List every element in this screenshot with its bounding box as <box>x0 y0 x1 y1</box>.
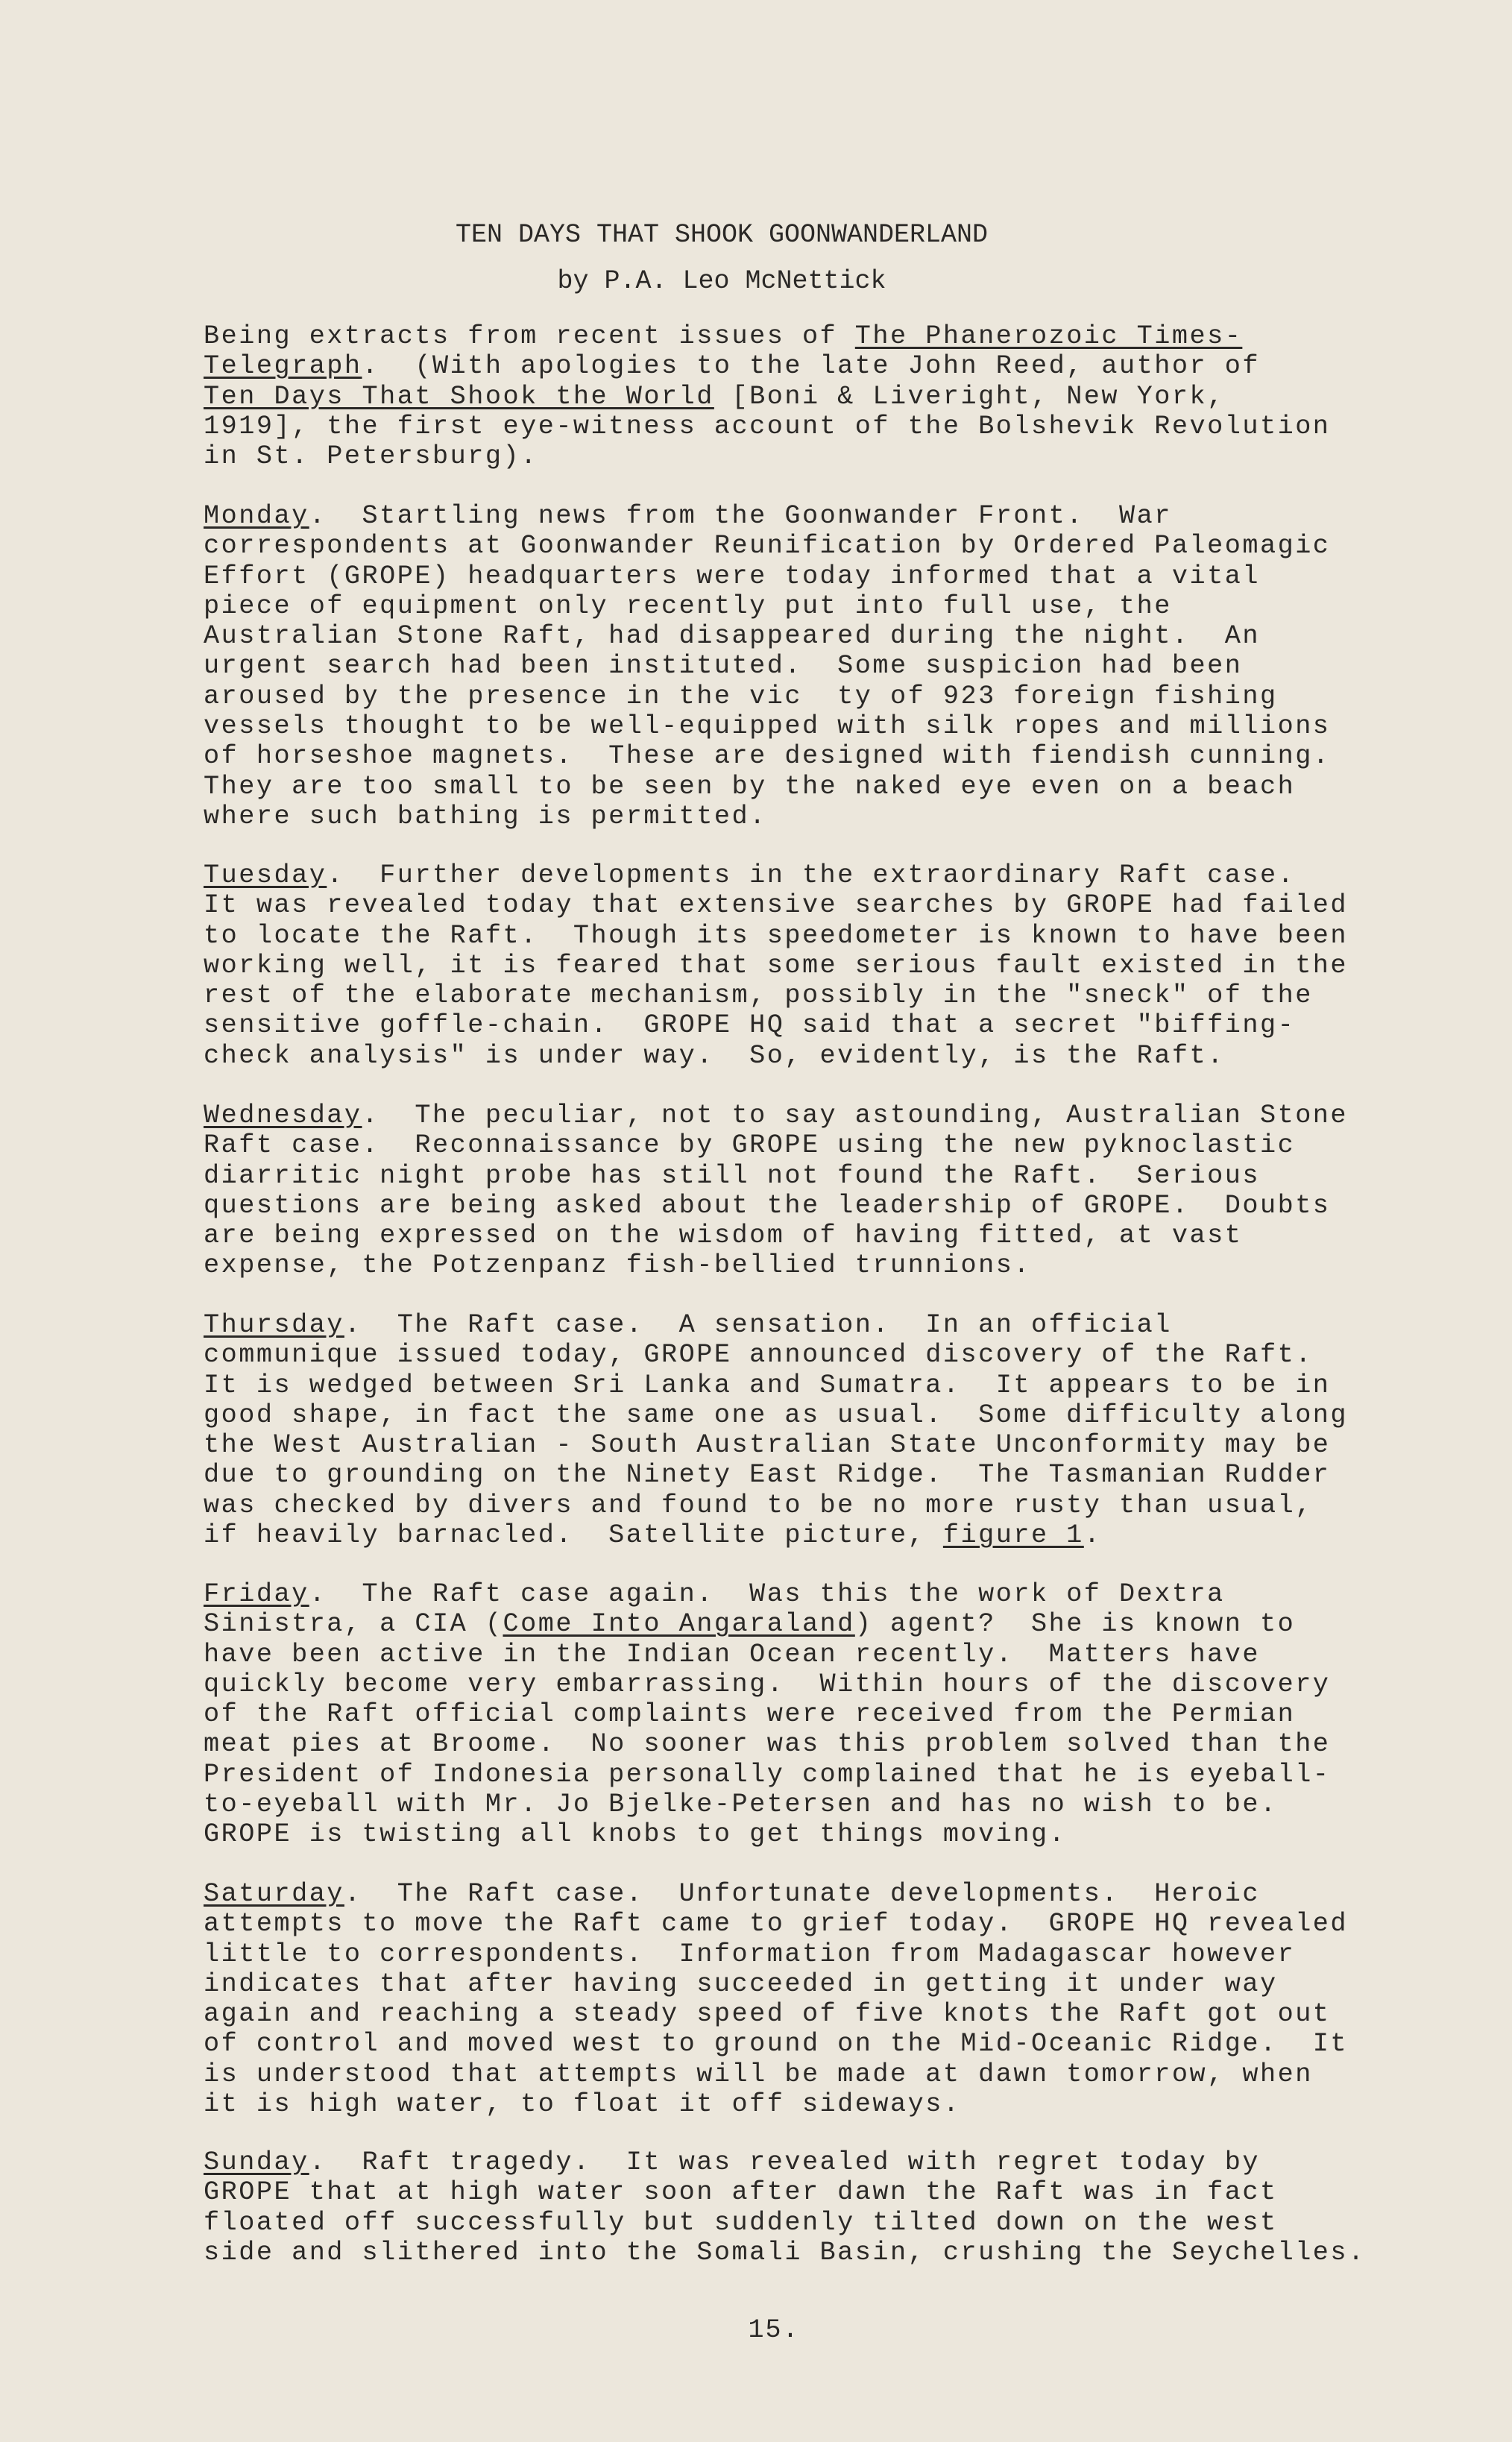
text-line <box>204 382 1471 412</box>
underlined-text: Come Into Angaraland <box>503 1609 855 1640</box>
text-line <box>204 1041 1471 1071</box>
text-line <box>204 1101 1471 1130</box>
text-line <box>204 1400 1471 1430</box>
underlined-text: The Phanerozoic Times- <box>854 321 1243 351</box>
text-line <box>204 2238 1471 2268</box>
text-segment: to locate the Raft. Though its speedometer is known to have been <box>204 920 1349 951</box>
text-segment: was checked by divers and found to be no more rusty than usual, <box>204 1490 1313 1520</box>
text-segment: urgent search had been instituted. Some suspicion had been <box>204 651 1243 682</box>
text-line <box>204 591 1471 621</box>
text-line <box>204 501 1471 531</box>
text-line <box>204 1790 1471 1819</box>
text-line <box>204 890 1471 920</box>
text-segment: of control and moved west to ground on the Mid-Oceanic Ridge. It <box>204 2029 1349 2059</box>
text-segment: Australian Stone Raft, had disappeared during the night. An <box>204 621 1260 652</box>
text-segment: indicates that after having succeeded in getting it under way <box>204 1969 1278 1999</box>
text-line <box>204 412 1471 441</box>
text-segment: communique issued today, GROPE announced discovery of the Raft. <box>204 1340 1313 1371</box>
text-segment: vessels thought to be well-equipped with silk ropes and millions <box>204 711 1331 742</box>
text-segment: Effort (GROPE) headquarters were today informed that a vital <box>204 561 1260 591</box>
entry-thursday <box>204 1310 1471 1550</box>
underlined-text: Ten Days That Shook the World <box>204 381 714 412</box>
text-segment: again and reaching a steady speed of five knots the Raft got out <box>204 1999 1331 2030</box>
text-line <box>204 1191 1471 1221</box>
text-line <box>204 682 1471 711</box>
text-segment: It is wedged between Sri Lanka and Sumatra. It appears to be in <box>204 1370 1331 1400</box>
text-line <box>204 321 1471 351</box>
text-segment: correspondents at Goonwander Reunification by Ordered Paleomagic <box>204 531 1331 561</box>
text-line <box>204 860 1471 890</box>
text-line <box>204 621 1471 651</box>
text-line <box>204 561 1471 591</box>
text-segment: . The Raft case again. Was this the work of Dextra <box>309 1579 1225 1609</box>
text-segment: where such bathing is permitted. <box>204 801 767 831</box>
text-line <box>204 1640 1471 1670</box>
text-segment: . The peculiar, not to say astounding, Australian Stone <box>362 1101 1349 1130</box>
text-segment: It was revealed today that extensive searches by GROPE had failed <box>204 890 1349 921</box>
text-segment: . Further developments in the extraordinary Raft case. <box>327 860 1296 890</box>
text-line <box>204 1909 1471 1939</box>
text-line <box>204 1430 1471 1460</box>
text-segment: side and slithered into the Somali Basin, crushing the Seychelles. <box>204 2237 1366 2268</box>
text-segment: due to grounding on the Ninety East Ridge. The Tasmanian Rudder <box>204 1460 1331 1491</box>
text-segment: it is high water, to float it off sideways. <box>204 2089 961 2120</box>
text-segment: 1919], the first eye-witness account of the Bolshevik Revolution <box>204 411 1331 441</box>
text-line <box>204 921 1471 951</box>
text-line <box>204 2059 1471 2089</box>
text-segment: President of Indonesia personally complained that he is eyeball- <box>204 1759 1331 1790</box>
text-segment: good shape, in fact the same one as usual. Some difficulty along <box>204 1400 1349 1430</box>
text-line <box>204 1999 1471 2029</box>
text-line <box>204 2029 1471 2059</box>
text-segment: . (With apologies to the late John Reed, author of <box>362 351 1260 382</box>
text-line <box>204 351 1471 381</box>
text-line <box>204 981 1471 1010</box>
text-line <box>204 1819 1471 1849</box>
text-segment: are being expressed on the wisdom of having fitted, at vast <box>204 1221 1243 1251</box>
text-segment: in St. Petersburg). <box>204 441 538 472</box>
underlined-text: Thursday <box>204 1310 344 1340</box>
text-segment: aroused by the presence in the vic ty of 923 foreign fishing <box>204 681 1278 711</box>
text-line <box>204 1371 1471 1400</box>
underlined-text: Telegraph <box>204 351 362 382</box>
text-line <box>204 441 1471 471</box>
text-line <box>204 951 1471 981</box>
text-line <box>204 1609 1471 1639</box>
text-line <box>204 1130 1471 1160</box>
article-title: TEN DAYS THAT SHOOK GOONWANDERLAND <box>455 220 989 250</box>
text-segment: to-eyeball with Mr. Jo Bjelke-Petersen and has no wish to be. <box>204 1790 1278 1820</box>
text-line <box>204 802 1471 831</box>
text-segment: [Boni & Liveright, New York, <box>714 381 1225 412</box>
text-line <box>204 1491 1471 1520</box>
text-line <box>204 1969 1471 1999</box>
underlined-text: Tuesday <box>204 860 327 890</box>
text-segment: little to correspondents. Information from Madagascar however <box>204 1939 1296 1969</box>
text-line <box>204 1161 1471 1191</box>
text-line <box>204 1699 1471 1729</box>
entry-friday <box>204 1579 1471 1850</box>
text-line <box>204 772 1471 802</box>
entry-wednesday <box>204 1101 1471 1281</box>
underlined-text: Friday <box>204 1579 309 1609</box>
text-segment: of the Raft official complaints were received from the Permian <box>204 1699 1296 1730</box>
text-segment: of horseshoe magnets. These are designed with fiendish cunning. <box>204 741 1331 772</box>
text-segment: piece of equipment only recently put into full use, the <box>204 591 1172 621</box>
text-segment: rest of the elaborate mechanism, possibly in the "sneck" of the <box>204 981 1313 1011</box>
text-segment: questions are being asked about the leadership of GROPE. Doubts <box>204 1190 1331 1221</box>
text-segment: is understood that attempts will be made at dawn tomorrow, when <box>204 2059 1313 2089</box>
text-line <box>204 531 1471 561</box>
entry-monday <box>204 501 1471 831</box>
text-line <box>204 1729 1471 1759</box>
text-segment: . The Raft case. A sensation. In an official <box>344 1310 1172 1340</box>
text-segment: meat pies at Broome. No sooner was this problem solved than the <box>204 1729 1331 1760</box>
page-number: 15. <box>748 2315 800 2345</box>
text-line <box>204 741 1471 771</box>
entry-sunday <box>204 2147 1471 2268</box>
text-line <box>204 651 1471 681</box>
text-segment: sensitive goffle-chain. GROPE HQ said that a secret "biffing- <box>204 1010 1296 1041</box>
text-line <box>204 1340 1471 1370</box>
underlined-text: Wednesday <box>204 1101 362 1130</box>
text-segment: Being extracts from recent issues of <box>204 321 855 351</box>
text-line <box>204 2147 1471 2177</box>
text-segment: have been active in the Indian Ocean recently. Matters have <box>204 1639 1260 1670</box>
text-line <box>204 1520 1471 1550</box>
text-line <box>204 1879 1471 1909</box>
underlined-text: Saturday <box>204 1879 344 1909</box>
text-segment: ) agent? She is known to <box>854 1609 1296 1640</box>
text-segment: They are too small to be seen by the naked eye even on a beach <box>204 771 1296 802</box>
entry-saturday <box>204 1879 1471 2119</box>
entry-tuesday <box>204 860 1471 1071</box>
text-segment: check analysis" is under way. So, evidently, is the Raft. <box>204 1040 1225 1071</box>
text-line <box>204 1760 1471 1790</box>
text-segment: floated off successfully but suddenly tilted down on the west <box>204 2207 1278 2238</box>
text-line <box>204 2177 1471 2207</box>
text-segment: . The Raft case. Unfortunate developments. Heroic <box>344 1879 1260 1909</box>
text-line <box>204 1670 1471 1699</box>
text-line <box>204 1460 1471 1490</box>
underlined-text: Monday <box>204 501 309 531</box>
article-byline: by P.A. Leo McNettick <box>557 266 886 296</box>
text-line <box>204 2208 1471 2238</box>
text-segment: GROPE is twisting all knobs to get things moving. <box>204 1819 1067 1850</box>
intro-paragraph <box>204 321 1471 471</box>
text-line <box>204 1579 1471 1609</box>
text-segment: Raft case. Reconnaissance by GROPE using the new pyknoclastic <box>204 1130 1296 1161</box>
text-line <box>204 2089 1471 2119</box>
text-segment: . Startling news from the Goonwander Front. War <box>309 501 1172 531</box>
text-line <box>204 711 1471 741</box>
text-segment: . Raft tragedy. It was revealed with regret today by <box>309 2147 1260 2177</box>
text-segment: GROPE that at high water soon after dawn the Raft was in fact <box>204 2177 1278 2208</box>
text-segment: quickly become very embarrassing. Within hours of the discovery <box>204 1669 1331 1699</box>
underlined-text: Sunday <box>204 2147 309 2177</box>
text-line <box>204 1221 1471 1250</box>
underlined-text: figure 1 <box>942 1520 1084 1551</box>
text-line <box>204 1250 1471 1280</box>
text-line <box>204 1010 1471 1040</box>
text-segment: the West Australian - South Australian State Unconformity may be <box>204 1430 1331 1461</box>
text-segment: attempts to move the Raft came to grief today. GROPE HQ revealed <box>204 1909 1349 1939</box>
text-segment: if heavily barnacled. Satellite picture, <box>204 1520 943 1551</box>
text-segment: working well, it is feared that some serious fault existed in the <box>204 950 1349 981</box>
text-segment: Sinistra, a CIA ( <box>204 1609 503 1640</box>
text-segment: . <box>1083 1520 1102 1551</box>
text-line <box>204 1310 1471 1340</box>
text-line <box>204 1939 1471 1969</box>
text-segment: expense, the Potzenpanz fish-bellied trunnions. <box>204 1250 1031 1281</box>
text-segment: diarritic night probe has still not found the Raft. Serious <box>204 1160 1260 1191</box>
